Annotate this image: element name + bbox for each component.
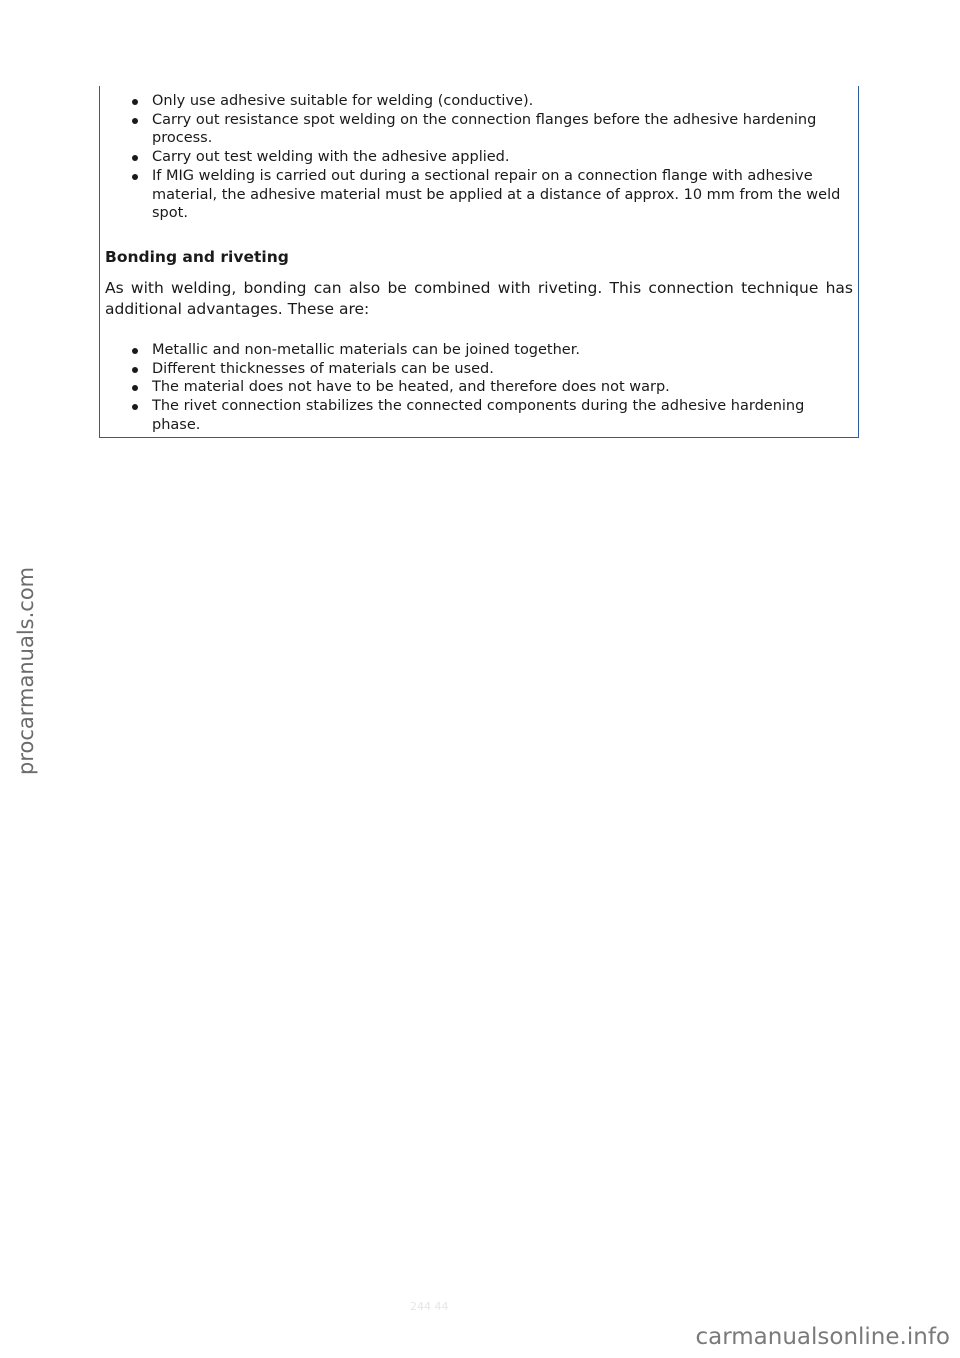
list-item: The rivet connection stabilizes the connected components during the adhesive hardening phase. xyxy=(100,397,858,434)
list-item: Metallic and non-metallic materials can be joined together. xyxy=(100,341,858,360)
list-item: Different thicknesses of materials can be used. xyxy=(100,360,858,379)
list-item: The material does not have to be heated, and therefore does not warp. xyxy=(100,378,858,397)
bullet-icon xyxy=(132,174,138,180)
welding-guidelines-list xyxy=(100,92,858,223)
list-item: Carry out test welding with the adhesive applied. xyxy=(100,148,858,167)
bullet-icon xyxy=(132,99,138,105)
bullet-icon xyxy=(132,348,138,354)
watermark-left: procarmanuals.com xyxy=(14,566,38,775)
bullet-icon xyxy=(132,118,138,124)
bullet-icon xyxy=(132,155,138,161)
watermark-bottom: carmanualsonline.info xyxy=(695,1324,950,1350)
page-number: 244 44 xyxy=(410,1300,449,1313)
content-box xyxy=(99,86,859,438)
list-item: Only use adhesive suitable for welding (conductive). xyxy=(100,92,858,111)
section-paragraph: As with welding, bonding can also be combined with riveting. This connection technique has additional advantages. These are: xyxy=(105,279,853,318)
advantages-list xyxy=(100,341,858,435)
section-heading: Bonding and riveting xyxy=(105,248,289,266)
bullet-icon xyxy=(132,367,138,373)
list-item: If MIG welding is carried out during a sectional repair on a connection flange with adhesive material, the adhesive material must be applied at a distance of approx. 10 mm from the weld spot. xyxy=(100,167,858,223)
bullet-icon xyxy=(132,385,138,391)
list-item: Carry out resistance spot welding on the connection flanges before the adhesive hardening process. xyxy=(100,111,858,148)
bullet-icon xyxy=(132,404,138,410)
